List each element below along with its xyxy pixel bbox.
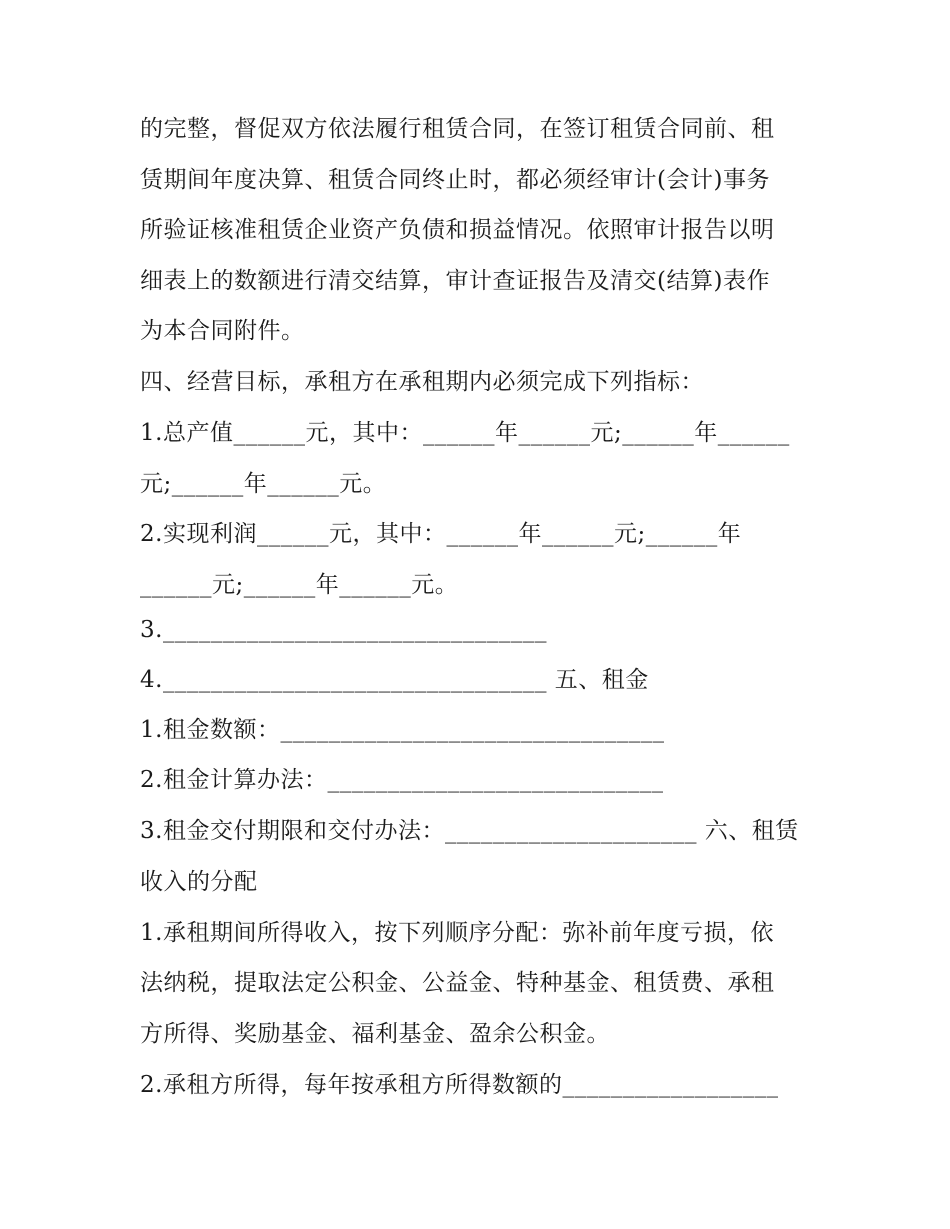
text-line: 细表上的数额进行清交结算，审计查证报告及清交(结算)表作 [140,268,770,294]
text-line: 1.总产值______元，其中：______年______元;______年______ [140,420,790,446]
text-line: 赁期间年度决算、租赁合同终止时，都必须经审计(会计)事务 [140,167,770,193]
text-line: 收入的分配 [140,869,258,895]
text-line: 为本合同附件。 [140,318,305,344]
text-line: 的完整，督促双方依法履行租赁合同，在签订租赁合同前、租 [140,116,775,142]
text-line: 1.租金数额：________________________________ [140,717,665,743]
text-line: 2.承租方所得，每年按承租方所得数额的__________________ [140,1072,779,1098]
text-line: 法纳税，提取法定公积金、公益金、特种基金、租赁费、承租 [140,970,775,996]
text-line: 方所得、奖励基金、福利基金、盈余公积金。 [140,1021,610,1047]
text-line: 3.________________________________ [140,617,547,643]
text-line: 2.租金计算办法：____________________________ [140,767,664,793]
text-line: 元;______年______元。 [140,471,387,497]
text-line: 所验证核准租赁企业资产负债和损益情况。依照审计报告以明 [140,217,775,243]
text-line: 1.承租期间所得收入，按下列顺序分配：弥补前年度亏损，依 [140,920,774,946]
text-line: 2.实现利润______元，其中：______年______元;______年 [140,521,742,547]
section-heading: 四、经营目标，承租方在承租期内必须完成下列指标： [140,369,704,395]
text-line: 4.________________________________ 五、租金 [140,667,649,693]
text-line: 3.租金交付期限和交付办法：_____________________ 六、租赁 [140,818,799,844]
text-line: ______元;______年______元。 [140,572,459,598]
